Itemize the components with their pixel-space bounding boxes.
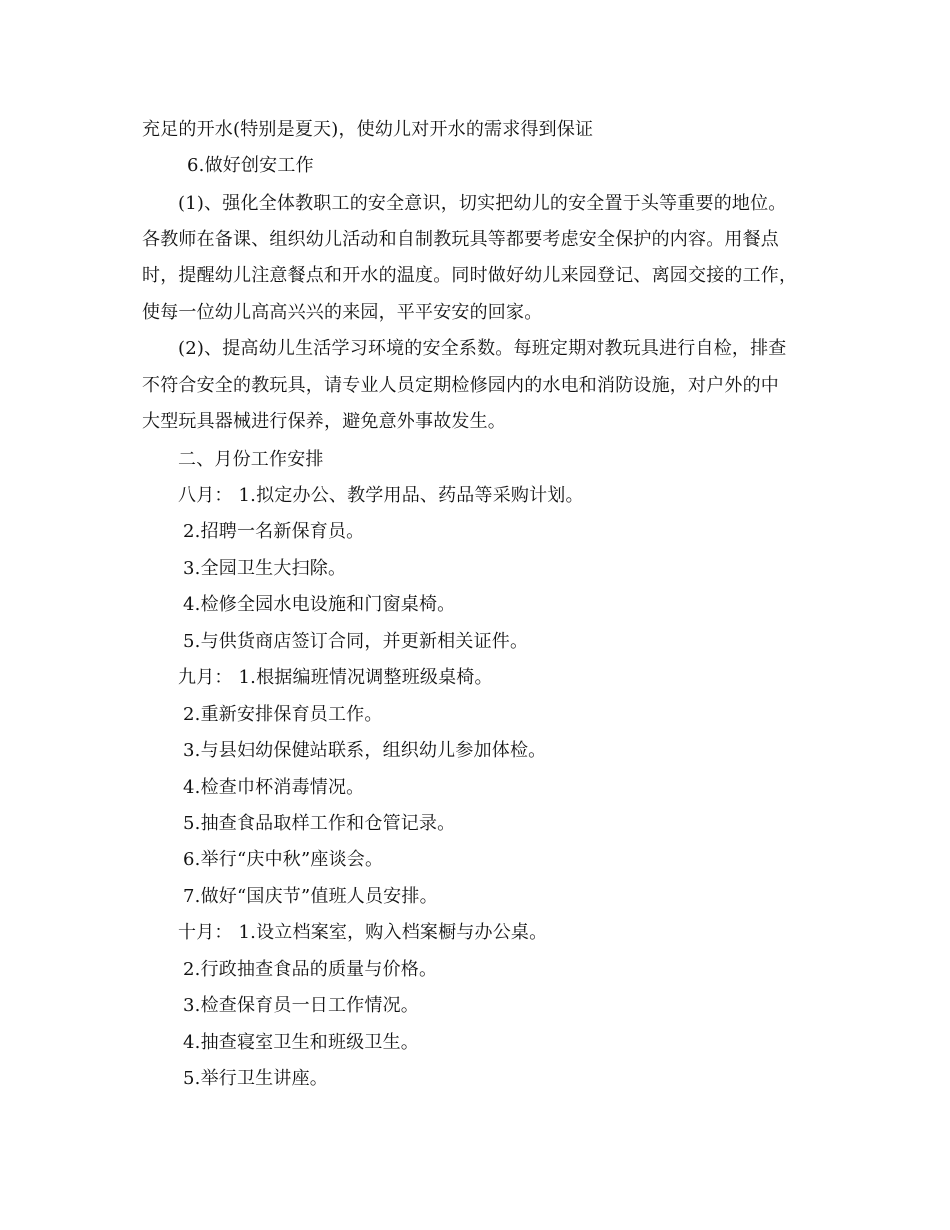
text-line-2: 6.做好创安工作	[187, 155, 314, 176]
text-line-11: 八月： 1.拟定办公、教学用品、药品等采购计划。	[178, 485, 584, 506]
text-line-12: 2.招聘一名新保育员。	[183, 521, 365, 542]
text-line-4: 各教师在备课、组织幼儿活动和自制教玩具等都要考虑安全保护的内容。用餐点	[142, 229, 779, 250]
text-line-26: 4.抽查寝室卫生和班级卫生。	[183, 1032, 419, 1053]
text-line-15: 5.与供货商店签订合同，并更新相关证件。	[183, 631, 529, 652]
text-line-19: 4.检查巾杯消毒情况。	[183, 777, 365, 798]
text-line-5: 时，提醒幼儿注意餐点和开水的温度。同时做好幼儿来园登记、离园交接的工作，	[142, 265, 798, 286]
text-line-7: (2)、提高幼儿生活学习环境的安全系数。每班定期对教玩具进行自检，排查	[178, 338, 787, 359]
text-line-24: 2.行政抽查食品的质量与价格。	[183, 959, 438, 980]
text-line-18: 3.与县妇幼保健站联系，组织幼儿参加体检。	[183, 740, 547, 761]
text-line-20: 5.抽查食品取样工作和仓管记录。	[183, 813, 456, 834]
text-line-1: 充足的开水(特别是夏天)，使幼儿对开水的需求得到保证	[142, 119, 594, 140]
text-line-9: 大型玩具器械进行保养，避免意外事故发生。	[142, 411, 506, 432]
text-line-23: 十月： 1.设立档案室，购入档案橱与办公桌。	[178, 922, 548, 943]
text-line-8: 不符合安全的教玩具，请专业人员定期检修园内的水电和消防设施，对户外的中	[142, 375, 779, 396]
text-line-10: 二、月份工作安排	[178, 449, 324, 470]
text-line-22: 7.做好“国庆节”值班人员安排。	[183, 886, 438, 907]
text-line-13: 3.全园卫生大扫除。	[183, 558, 347, 579]
text-line-14: 4.检修全园水电设施和门窗桌椅。	[183, 594, 456, 615]
text-line-16: 九月： 1.根据编班情况调整班级桌椅。	[178, 667, 493, 688]
text-line-17: 2.重新安排保育员工作。	[183, 704, 383, 725]
text-line-27: 5.举行卫生讲座。	[183, 1068, 328, 1089]
text-line-3: (1)、强化全体教职工的安全意识，切实把幼儿的安全置于头等重要的地位。	[178, 193, 787, 214]
text-line-25: 3.检查保育员一日工作情况。	[183, 995, 419, 1016]
text-line-6: 使每一位幼儿高高兴兴的来园，平平安安的回家。	[142, 302, 543, 323]
text-line-21: 6.举行“庆中秋”座谈会。	[183, 849, 384, 870]
